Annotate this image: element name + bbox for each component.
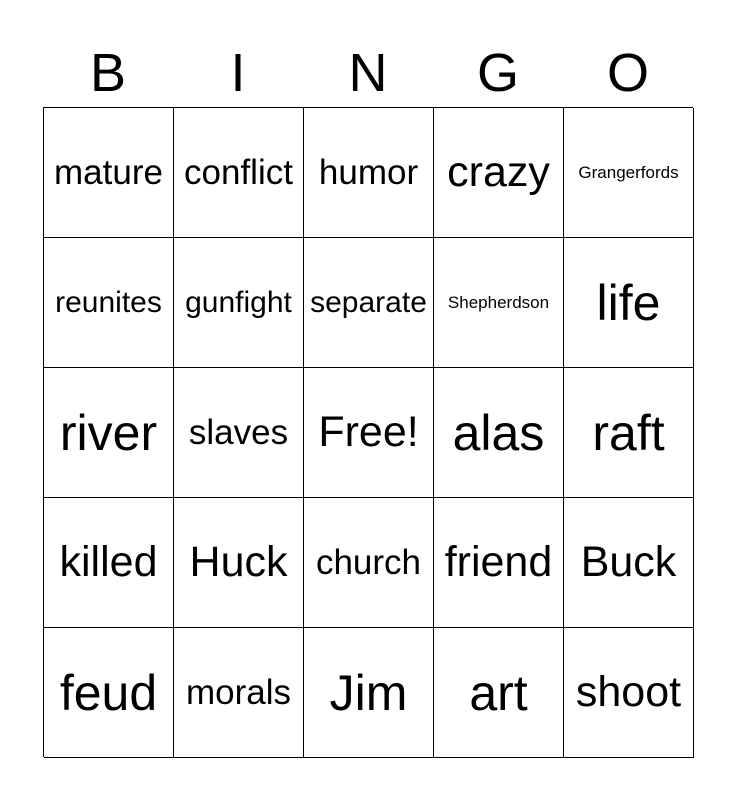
bingo-cell[interactable]: Grangerfords [564, 108, 694, 238]
bingo-cell[interactable]: art [434, 628, 564, 758]
bingo-cell[interactable]: humor [304, 108, 434, 238]
bingo-cell[interactable]: church [304, 498, 434, 628]
bingo-cell[interactable]: Huck [174, 498, 304, 628]
bingo-cell[interactable]: shoot [564, 628, 694, 758]
bingo-cell[interactable]: Buck [564, 498, 694, 628]
bingo-cell[interactable]: conflict [174, 108, 304, 238]
bingo-cell[interactable]: river [44, 368, 174, 498]
bingo-cell[interactable]: slaves [174, 368, 304, 498]
header-letter-b: B [89, 43, 127, 103]
bingo-cell[interactable]: Shepherdson [434, 238, 564, 368]
bingo-cell[interactable]: mature [44, 108, 174, 238]
header-letter-o: O [606, 43, 649, 103]
bingo-cell[interactable]: Jim [304, 628, 434, 758]
bingo-cell[interactable]: friend [434, 498, 564, 628]
bingo-cell[interactable]: gunfight [174, 238, 304, 368]
bingo-cell[interactable]: feud [44, 628, 174, 758]
bingo-cell[interactable]: raft [564, 368, 694, 498]
bingo-board [43, 107, 693, 757]
bingo-cell[interactable]: crazy [434, 108, 564, 238]
bingo-cell[interactable]: morals [174, 628, 304, 758]
header-letter-g: G [476, 43, 519, 103]
bingo-cell[interactable]: Free! [304, 368, 434, 498]
header-letter-n: N [348, 43, 388, 103]
bingo-cell[interactable]: separate [304, 238, 434, 368]
bingo-cell[interactable]: reunites [44, 238, 174, 368]
bingo-cell[interactable]: killed [44, 498, 174, 628]
header-letter-i: I [230, 43, 246, 103]
bingo-cell[interactable]: alas [434, 368, 564, 498]
bingo-header [43, 40, 693, 106]
bingo-cell[interactable]: life [564, 238, 694, 368]
